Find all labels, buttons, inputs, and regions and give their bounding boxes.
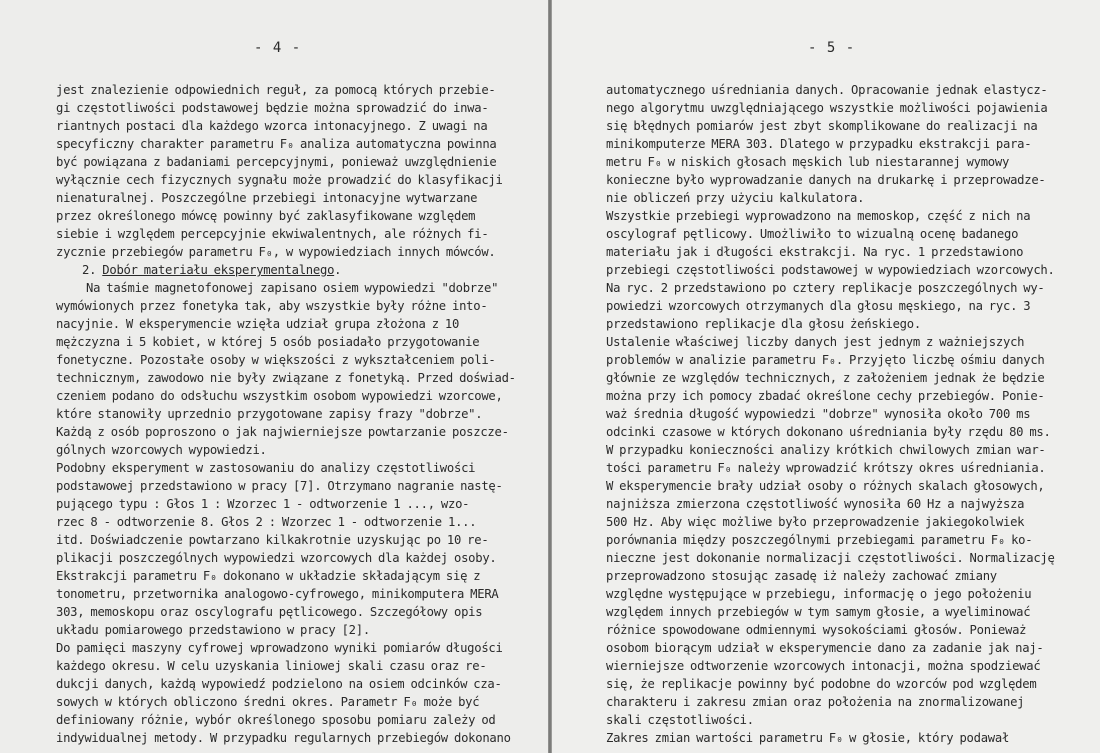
text-line: wymówionych przez fonetyka tak, aby wszystkie były różne into- [56,299,488,313]
text-line: Zakres zmian wartości parametru F₀ w głosie, który podawał [606,731,1010,745]
text-line: Wszystkie przebiegi wyprowadzono na memoskop, część z nich na [606,209,1031,223]
text-line: charakteru i zakresu zmian oraz położenia na znormalizowanej [606,695,1025,709]
left-page-text [56,81,516,747]
text-line: Podobny eksperyment w zastosowaniu do analizy częstotliwości [56,461,476,475]
text-line: Ekstrakcji parametru F₀ dokonano w układzie składającym się z [56,569,481,583]
text-line: przebiegi częstotliwości podstawowej w wypowiedziach wzorcowych. [606,263,1055,277]
text-line: technicznym, zawodowo nie były związane z fonetyką. Przed doświad- [56,371,516,385]
text-line: wierniejsze odtworzenie wzorcowych intonacji, można spodziewać [606,659,1041,673]
text-line: problemów w analizie parametru F₀. Przyjęto liczbę ośmiu danych [606,353,1045,367]
text-line: każdego okresu. W celu uzyskania liniowej skali czasu oraz re- [56,659,487,673]
text-line: definiowany różnie, wybór określonego sposobu pomiaru zależy od [56,713,496,727]
text-line: nego algorytmu uwzględniającego wszystkie możliwości pojawienia [606,101,1048,115]
text-line: głównie ze względów technicznych, z założeniem jednak że będzie [606,371,1045,385]
text-line: Ustalenie właściwej liczby danych jest jednym z ważniejszych [606,335,1025,349]
left-page [0,0,548,753]
right-page [552,0,1100,753]
right-page-text [606,81,1055,747]
text-line: waż średnia długość wypowiedzi "dobrze" wynosiła około 700 ms [606,407,1031,421]
text-line: sowych w których obliczono średni okres. Parametr F₀ może być [56,695,480,709]
text-line: porównania między poszczególnymi przebiegami parametru F₀ ko- [606,533,1033,547]
text-line: nienaturalnej. Poszczególne przebiegi intonacyjne wytwarzane [56,191,478,205]
text-line: zycznie przebiegów parametru F₀, w wypowiedziach innych mówców. [56,245,496,259]
text-line: gólnych wzorcowych wypowiedzi. [56,443,267,457]
text-line: riantnych postaci dla każdego wzorca intonacyjnego. Z uwagi na [56,119,488,133]
text-line: indywidualnej metody. W przypadku regularnych przebiegów dokonano [56,731,511,745]
text-line: Każdą z osób poproszono o jak najwierniejsze powtarzanie poszcze- [56,425,509,439]
text-line: oscylograf pętlicowy. Umożliwiło to wizualną ocenę badanego [606,227,1019,241]
text-line: które stanowiły uprzednio przygotowane zapisy frazy "dobrze". [56,407,483,421]
text-line: materiału jak i długości ekstrakcji. Na ryc. 1 przedstawiono [606,245,1024,259]
text-line: przedstawiono replikacje dla głosu żeńskiego. [606,317,921,331]
text-line: Do pamięci maszyny cyfrowej wprowadzono wyniki pomiarów długości [56,641,503,655]
text-line: się błędnych pomiarów jest zbyt skomplikowane do realizacji na [606,119,1038,133]
text-line: nacyjnie. W eksperymencie wzięła udział grupa złożona z 10 [56,317,460,331]
text-line: minikomputerze MERA 303. Dlatego w przypadku ekstrakcji para- [606,137,1032,151]
text-line: przez określonego mówcę powinny być zaklasyfikowane względem [56,209,476,223]
text-line: najniższa zmierzona częstotliwość wynosiła 60 Hz a najwyższa [606,497,1025,511]
text-line: rzec 8 - odtworzenie 8. Głos 2 : Wzorzec 1 - odtworzenie 1... [56,515,477,529]
text-line: być powiązana z badaniami percepcyjnymi, ponieważ uwzględnienie [56,155,497,169]
text-line: pującego typu : Głos 1 : Wzorzec 1 - odtworzenie 1 ..., wzo- [56,497,470,511]
text-line: powiedzi wzorcowych otrzymanych dla głosu męskiego, na ryc. 3 [606,299,1031,313]
text-line: nieczne jest dokonanie normalizacji częstotliwości. Normalizację [606,551,1055,565]
text-line: 303, memoskopu oraz oscylografu pętlicowego. Szczegółowy opis [56,605,483,619]
text-line: gi częstotliwości podstawowej będzie można sprowadzić do inwa- [56,101,489,115]
text-line: automatycznego uśredniania danych. Opracowanie jednak elastycz- [606,83,1048,97]
section-heading: 2. Dobór materiału eksperymentalnego. [82,263,342,277]
text-line: W przypadku konieczności analizy krótkich chwilowych zmian war- [606,443,1046,457]
text-line: skali częstotliwości. [606,713,754,727]
text-line: plikacji poszczególnych wypowiedzi wzorcowych dla każdej osoby. [56,551,497,565]
text-line: przeprowadzono stosując zasadę iż należy zachować zmiany [606,569,997,583]
text-line: jest znalezienie odpowiednich reguł, za pomocą których przebie- [56,83,496,97]
text-line: siebie i względem percepcyjnie ekwiwalentnych, ale różnych fi- [56,227,489,241]
text-line: Na ryc. 2 przedstawiono po cztery replikacje poszczególnych wy- [606,281,1045,295]
text-line: konieczne było wyprowadzanie danych na drukarkę i przeprowadze- [606,173,1046,187]
text-line: W eksperymencie brały udział osoby o różnych skalach głosowych, [606,479,1045,493]
text-line: metru F₀ w niskich głosach męskich lub niestarannej wymowy [606,155,1010,169]
text-line: dukcji danych, każdą wypowiedź podzielono na osiem odcinków cza- [56,677,502,691]
text-line: można przy ich pomocy zbadać określone cechy przebiegów. Ponie- [606,389,1045,403]
text-line: 500 Hz. Aby więc możliwe było przeprowadzenie jakiegokolwiek [606,515,1025,529]
text-line: mężczyzna i 5 kobiet, w której 5 osób posiadało przygotowanie [56,335,480,349]
text-line: względne występujące w przebiegu, informację o jego położeniu [606,587,1032,601]
text-line: Na taśmie magnetofonowej zapisano osiem wypowiedzi "dobrze" [86,281,499,295]
text-line: fonetyczne. Pozostałe osoby w większości z wykształceniem poli- [56,353,496,367]
text-line: tości parametru F₀ należy wprowadzić krótszy okres uśredniania. [606,461,1046,475]
text-line: specyficzny charakter parametru F₀ analiza automatyczna powinna [56,137,497,151]
text-line: układu pomiarowego przedstawiono w pracy [2]. [56,623,370,637]
text-line: różnice spowodowane odmiennymi wysokościami głosów. Ponieważ [606,623,1027,637]
text-line: się, że replikacje powinny być podobne do wzorców pod względem [606,677,1037,691]
page-number-left: - 4 - [254,40,302,56]
text-line: czeniem podano do odsłuchu wszystkim osobom wypowiedzi wzorcowe, [56,389,503,403]
text-line: wyłącznie cech fizycznych sygnału może prowadzić do klasyfikacji [56,173,503,187]
text-line: względem innych przebiegów w tym samym głosie, a wyeliminować [606,605,1031,619]
text-line: podstawowej przedstawiono w pracy [7]. Otrzymano nagranie nastę- [56,479,503,493]
page-number-right: - 5 - [808,40,856,56]
text-line: osobom biorącym udział w eksperymencie dano za zadanie jak naj- [606,641,1044,655]
text-line: tonometru, przetwornika analogowo-cyfrowego, minikomputera MERA [56,587,499,601]
text-line: odcinki czasowe w których dokonano uśredniania były rzędu 80 ms. [606,425,1051,439]
text-line: nie obliczeń przy użyciu kalkulatora. [606,191,865,205]
text-line: itd. Doświadczenie powtarzano kilkakrotnie uzyskując po 10 re- [56,533,489,547]
